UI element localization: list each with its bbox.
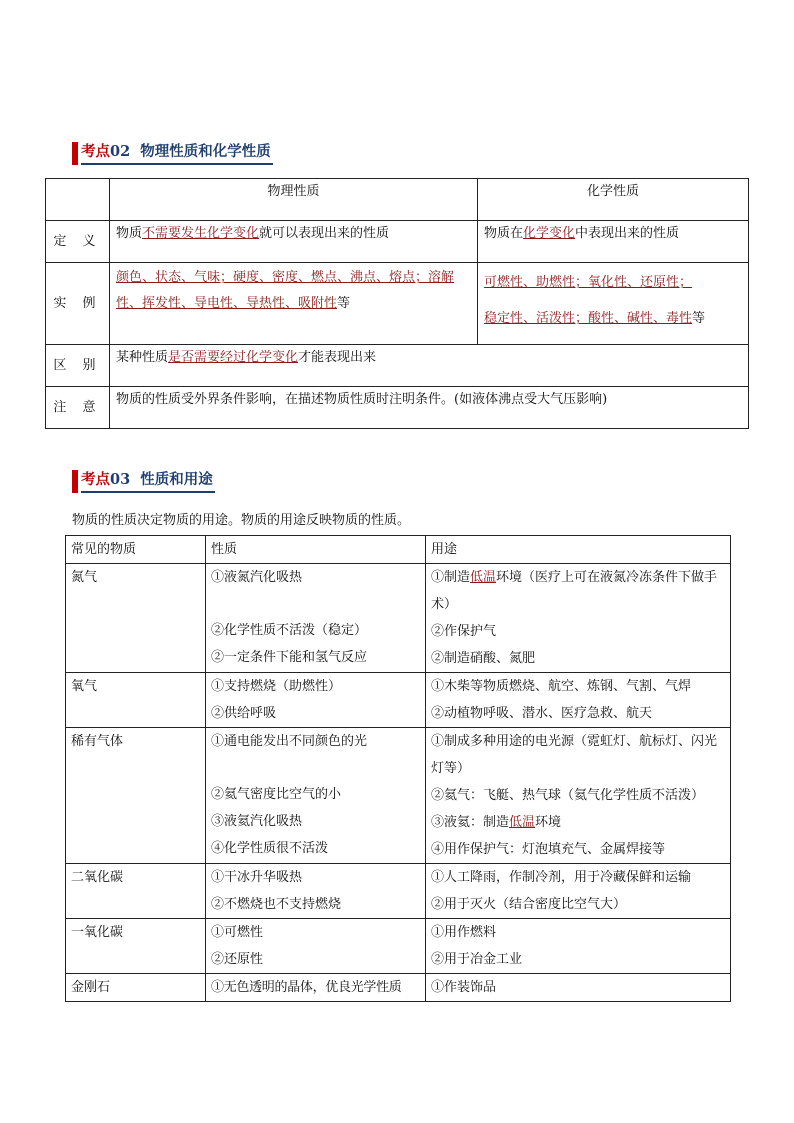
use-cell: ①木柴等物质燃烧、航空、炼钢、气割、气焊 ②动植物呼吸、潜水、医疗急救、航天: [426, 673, 731, 728]
row-label: 定 义: [46, 221, 110, 263]
property-cell: ①液氮汽化吸热 ②化学性质不活泼（稳定） ②一定条件下能和氢气反应: [206, 564, 426, 673]
use-cell: ①作装饰品: [426, 974, 731, 1002]
examples-physical: 颜色、状态、气味；硬度、密度、燃点、沸点、熔点；溶解性、挥发性、导电性、导热性、吸附性等: [110, 263, 478, 345]
header-chemical: 化学性质: [478, 179, 749, 221]
header-use: 用途: [426, 536, 731, 564]
substance-name: 稀有气体: [66, 728, 206, 864]
substance-name: 一氧化碳: [66, 919, 206, 974]
header-physical: 物理性质: [110, 179, 478, 221]
use-cell: ①制成多种用途的电光源（霓虹灯、航标灯、闪光灯等） ②氦气：飞艇、热气球（氦气化学性质不活泼） ③液氦：制造低温环境 ④用作保护气：灯泡填充气、金属焊接等: [426, 728, 731, 864]
use-cell: ①制造低温环境（医疗上可在液氮冷冻条件下做手术） ②作保护气 ②制造硝酸、氮肥: [426, 564, 731, 673]
definition-physical: 物质不需要发生化学变化就可以表现出来的性质: [110, 221, 478, 263]
examples-chemical: 可燃性、助燃性；氧化性、还原性； 稳定性、活泼性；酸性、碱性、毒性等: [478, 263, 749, 345]
difference-text: 某种性质是否需要经过化学变化才能表现出来: [110, 345, 749, 387]
properties-table: [45, 178, 749, 429]
uses-table: [65, 535, 731, 1002]
row-label: 实 例: [46, 263, 110, 345]
row-label: 区 别: [46, 345, 110, 387]
note-text: 物质的性质受外界条件影响，在描述物质性质时注明条件。(如液体沸点受大气压影响): [110, 387, 749, 429]
header-substance: 常见的物质: [66, 536, 206, 564]
substance-name: 金刚石: [66, 974, 206, 1002]
substance-name: 二氧化碳: [66, 864, 206, 919]
intro-text: 物质的性质决定物质的用途。物质的用途反映物质的性质。: [72, 513, 411, 528]
definition-chemical: 物质在化学变化中表现出来的性质: [478, 221, 749, 263]
use-cell: ①人工降雨，作制冷剂，用于冷藏保鲜和运输 ②用于灭火（结合密度比空气大）: [426, 864, 731, 919]
row-label: 注 意: [46, 387, 110, 429]
substance-name: 氧气: [66, 673, 206, 728]
title-marker: [72, 142, 78, 165]
title-marker: [72, 470, 78, 493]
header-property: 性质: [206, 536, 426, 564]
use-cell: ①用作燃料 ②用于冶金工业: [426, 919, 731, 974]
section-title-02: 考点02 物理性质和化学性质: [72, 142, 273, 165]
property-cell: ①支持燃烧（助燃性） ②供给呼吸: [206, 673, 426, 728]
header-blank: [46, 179, 110, 221]
property-cell: ①可燃性 ②还原性: [206, 919, 426, 974]
section-title-03: 考点03 性质和用途: [72, 470, 215, 493]
property-cell: ①干冰升华吸热 ②不燃烧也不支持燃烧: [206, 864, 426, 919]
property-cell: ①通电能发出不同颜色的光 ②氦气密度比空气的小 ③液氦汽化吸热 ④化学性质很不活泼: [206, 728, 426, 864]
substance-name: 氮气: [66, 564, 206, 673]
property-cell: ①无色透明的晶体，优良光学性质: [206, 974, 426, 1002]
